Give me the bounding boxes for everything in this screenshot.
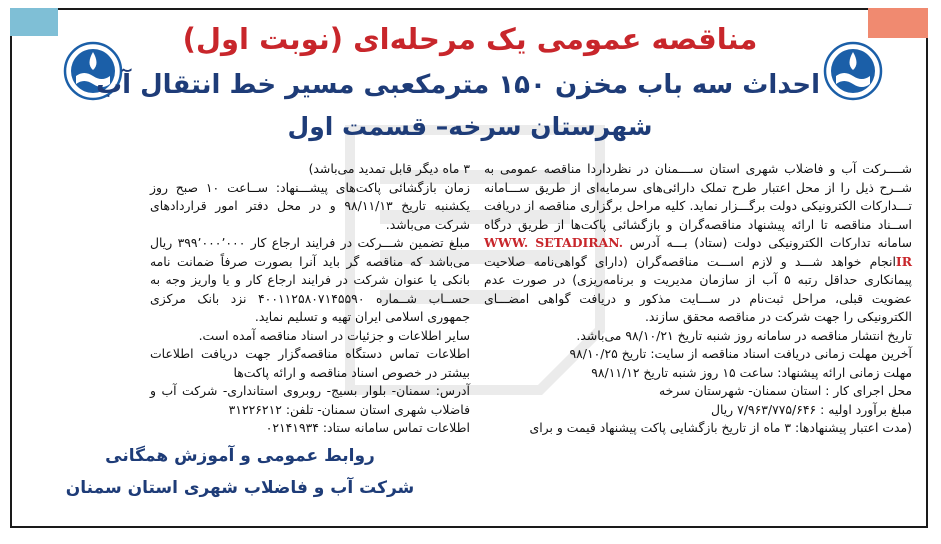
corner-decoration-left (10, 8, 58, 36)
work-location: محل اجرای کار : استان سمنان- شهرستان سرخه (658, 383, 912, 398)
website-link[interactable]: WWW. SETADIRAN. IR (484, 235, 912, 269)
corner-decoration-right (868, 8, 928, 38)
cost-estimate: مبلغ برآورد اولیه : ۷/۹۶۳/۷۷۵/۶۴۶ ریال (710, 401, 912, 417)
notice-body-left (150, 160, 470, 438)
signature-department: روابط عمومی و آموزش همگانی (105, 446, 375, 466)
opening-time: زمان بازگشائی پاکت‌های پیشـــنهاد: ســاعت ۱۰ صبح روز یکشنبه تاریخ ۹۸/۱۱/۱۳ و در محل دفتر امور قراردادهای شرکت می‌باشد. (150, 179, 470, 232)
signature-company: شرکت آب و فاضلاب شهری استان سمنان (65, 478, 415, 498)
intro-text-end: انجام خواهد شـــد و لازم اســـت مناقصه‌گران (دارای گواهی‌نامه صلاحیت پیمانکاری حداقل رتبه ۵ آب از سازمان مدیریت و برنامه‌ریزی) در صورت عدم عضویت قبلی، مراحل ثبت‌نام در ســـایت مذکور و دریافت گواهی امضـــای الکترونیکی را جهت شرکت در مناقصه محقق سازند. (484, 253, 913, 324)
docs-deadline: آخرین مهلت زمانی دریافت اسناد مناقصه از سایت: تاریخ ۹۸/۱۰/۲۵ (569, 346, 912, 361)
validity-extension: ۳ ماه دیگر قابل تمدید می‌باشد) (308, 161, 470, 176)
project-subtitle: شهرستان سرخه– قسمت اول (287, 112, 653, 141)
setad-contact: اطلاعات تماس سامانه ستاد: ۰۲۱۴۱۹۳۴ (265, 420, 470, 435)
intro-paragraph (484, 160, 912, 327)
publish-date: تاریخ انتشار مناقصه در سامانه روز شنبه تاریخ ۹۸/۱۰/۲۱ می‌باشد. (576, 327, 912, 343)
project-title: احداث سه باب مخزن ۱۵۰ مترمکعبی مسیر خط انتقال آب (96, 70, 820, 100)
contact-info: اطلاعات تماس دستگاه مناقصه‌گزار جهت دریافت اطلاعات بیشتر در خصوص اسناد مناقصه و ارائه پاکت‌ها (150, 346, 470, 380)
notice-title: مناقصه عمومی یک مرحله‌ای (نوبت اول) (182, 22, 758, 56)
bid-deadline: مهلت زمانی ارائه پیشنهاد: ساعت ۱۵ روز شنبه تاریخ ۹۸/۱۱/۱۲ (591, 364, 912, 380)
guarantee-info: مبلغ تضمین شـــرکت در فرایند ارجاع کار ۳۹۹٬۰۰۰٬۰۰۰ ریال می‌باشد که مناقصه گر باید آنرا بصورت صرفاً ضمانت نامه بانکی یا عنوان شرکت در فرایند ارجاع کار و یا واریز وجه به حســاب شــماره ۴۰۰۱۱۲۵۸۰۷۱۴۵۵۹۰ نزد بانک مرکزی جمهوری اسلامی ایران تهیه و تسلیم نماید. (150, 235, 470, 324)
notice-body-right (484, 160, 912, 438)
validity-period: (مدت اعتبار پیشنهادها: ۳ ماه از تاریخ بازگشایی پاکت پیشنهاد قیمت و برای (529, 420, 912, 435)
water-company-logo-icon (822, 40, 884, 102)
address-info: آدرس: سمنان- بلوار بسیج- روبروی استانداری- شرکت آب و فاضلاب شهری استان سمنان- تلفن: ۳۱۲۲۶۲۱۲ (150, 383, 470, 417)
intro-text-start: شــــرکت آب و فاضلاب شهری استان ســــمنان در نظرداردا مناقصه عمومی به شــرح ذیل را از محل اعتبار طرح تملک دارائی‌های سرمایه‌ای از طریق ســـامانه تـــدارکات الکترونیکی دولت برگـــزار نماید. کلیه مراحل برگزاری مناقصه از دریافت اســناد مناقصه تا ارائه پیشنهاد مناقصه‌گران و بازگشائی پاکت‌ها از طریق درگاه سامانه تدارکات الکترونیکی دولت (ستاد) بـــه آدرس (484, 161, 912, 250)
other-info: سایر اطلاعات و جزئیات در اسناد مناقصه آمده است. (198, 327, 470, 343)
